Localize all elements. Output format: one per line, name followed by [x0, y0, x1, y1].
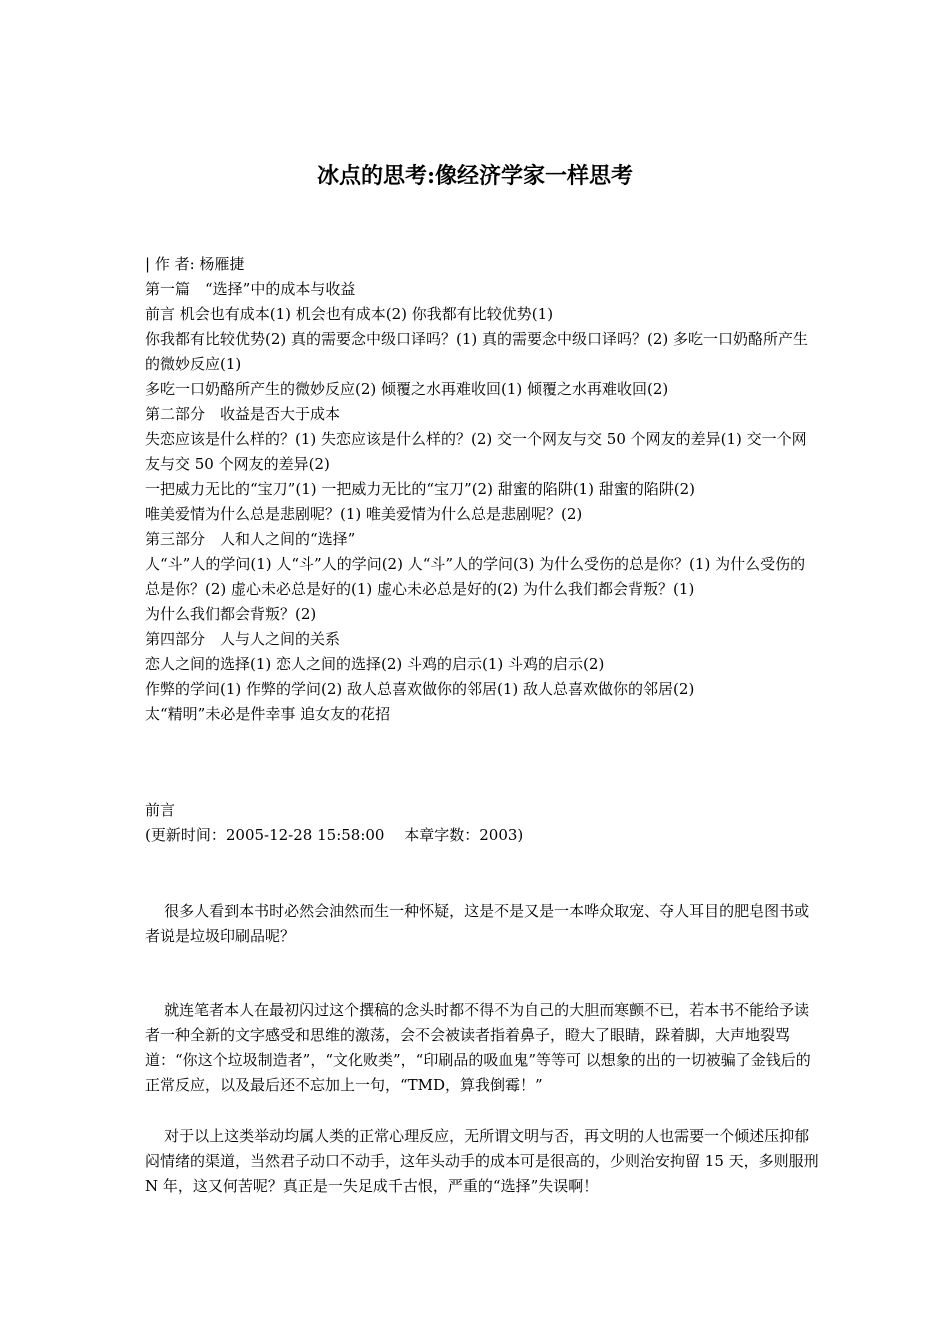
toc-section-1: 第一篇 “选择”中的成本与收益: [145, 280, 356, 298]
chapter-heading: 前言: [145, 801, 176, 819]
document-title: 冰点的思考:像经济学家一样思考: [316, 163, 634, 189]
toc-entry: 多吃一口奶酪所产生的微妙反应(2) 倾覆之水再难收回(1) 倾覆之水再难收回(2): [145, 380, 669, 398]
author-line: | 作 者: 杨雁捷: [145, 255, 245, 273]
body-paragraph: 对于以上这类举动均属人类的正常心理反应，无所谓文明与否，再文明的人也需要一个倾述压抑郁闷情绪的渠道，当然君子动口不动手，这年头动手的成本可是很高的，少则治安拘留 15 天，多则服刑 N 年，这又何苦呢？真正是一失足成千古恨，严重的“选择”失误啊！: [145, 1127, 819, 1195]
toc-entry: 为什么我们都会背叛？(2): [145, 605, 317, 623]
toc-entry: 你我都有比较优势(2) 真的需要念中级口译吗？(1) 真的需要念中级口译吗？(2) 多吃一口奶酪所产生的微妙反应(1): [145, 330, 809, 373]
body-paragraph: 就连笔者本人在最初闪过这个撰稿的念头时都不得不为自己的大胆而寒颤不已，若本书不能给予读者一种全新的文字感受和思维的激荡，会不会被读者指着鼻子，瞪大了眼睛，跺着脚，大声地裂骂道：“你这个垃圾制造者”，“文化败类”，“印刷品的吸血鬼”等等可 以想象的出的一切被骗了金钱后的正常反应，以及最后还不忘加上一句，“TMD，算我倒霉！”: [145, 1001, 811, 1094]
chapter-meta: (更新时间：2005-12-28 15:58:00 本章字数：2003): [145, 826, 524, 844]
body-paragraph: 很多人看到本书时必然会油然而生一种怀疑，这是不是又是一本哗众取宠、夺人耳目的肥皂图书或者说是垃圾印刷品呢？: [145, 902, 810, 945]
toc-entry: 失恋应该是什么样的？(1) 失恋应该是什么样的？(2) 交一个网友与交 50 个网友的差异(1) 交一个网友与交 50 个网友的差异(2): [145, 430, 807, 473]
toc-entry: 一把威力无比的“宝刀”(1) 一把威力无比的“宝刀”(2) 甜蜜的陷阱(1) 甜蜜的陷阱(2): [145, 480, 695, 498]
toc-entry: 前言 机会也有成本(1) 机会也有成本(2) 你我都有比较优势(1): [145, 305, 554, 323]
toc-entry: 恋人之间的选择(1) 恋人之间的选择(2) 斗鸡的启示(1) 斗鸡的启示(2): [145, 655, 605, 673]
chapter-header: [145, 798, 820, 848]
toc-section-4: 第四部分 人与人之间的关系: [145, 630, 341, 648]
toc-entry: 唯美爱情为什么总是悲剧呢？(1) 唯美爱情为什么总是悲剧呢？(2): [145, 505, 583, 523]
toc-entry: 作弊的学问(1) 作弊的学问(2) 敌人总喜欢做你的邻居(1) 敌人总喜欢做你的邻居(2): [145, 680, 695, 698]
toc-entry: 人“斗”人的学问(1) 人“斗”人的学问(2) 人“斗”人的学问(3) 为什么受伤的总是你？(1) 为什么受伤的总是你？(2) 虚心未必总是好的(1) 虚心未必总是好的(2) 为什么我们都会背叛？(1): [145, 555, 806, 598]
table-of-contents: [145, 252, 820, 727]
toc-section-2: 第二部分 收益是否大于成本: [145, 405, 341, 423]
toc-entry: 太“精明”未必是件幸事 追女友的花招: [145, 705, 391, 723]
toc-section-3: 第三部分 人和人之间的“选择”: [145, 530, 356, 548]
